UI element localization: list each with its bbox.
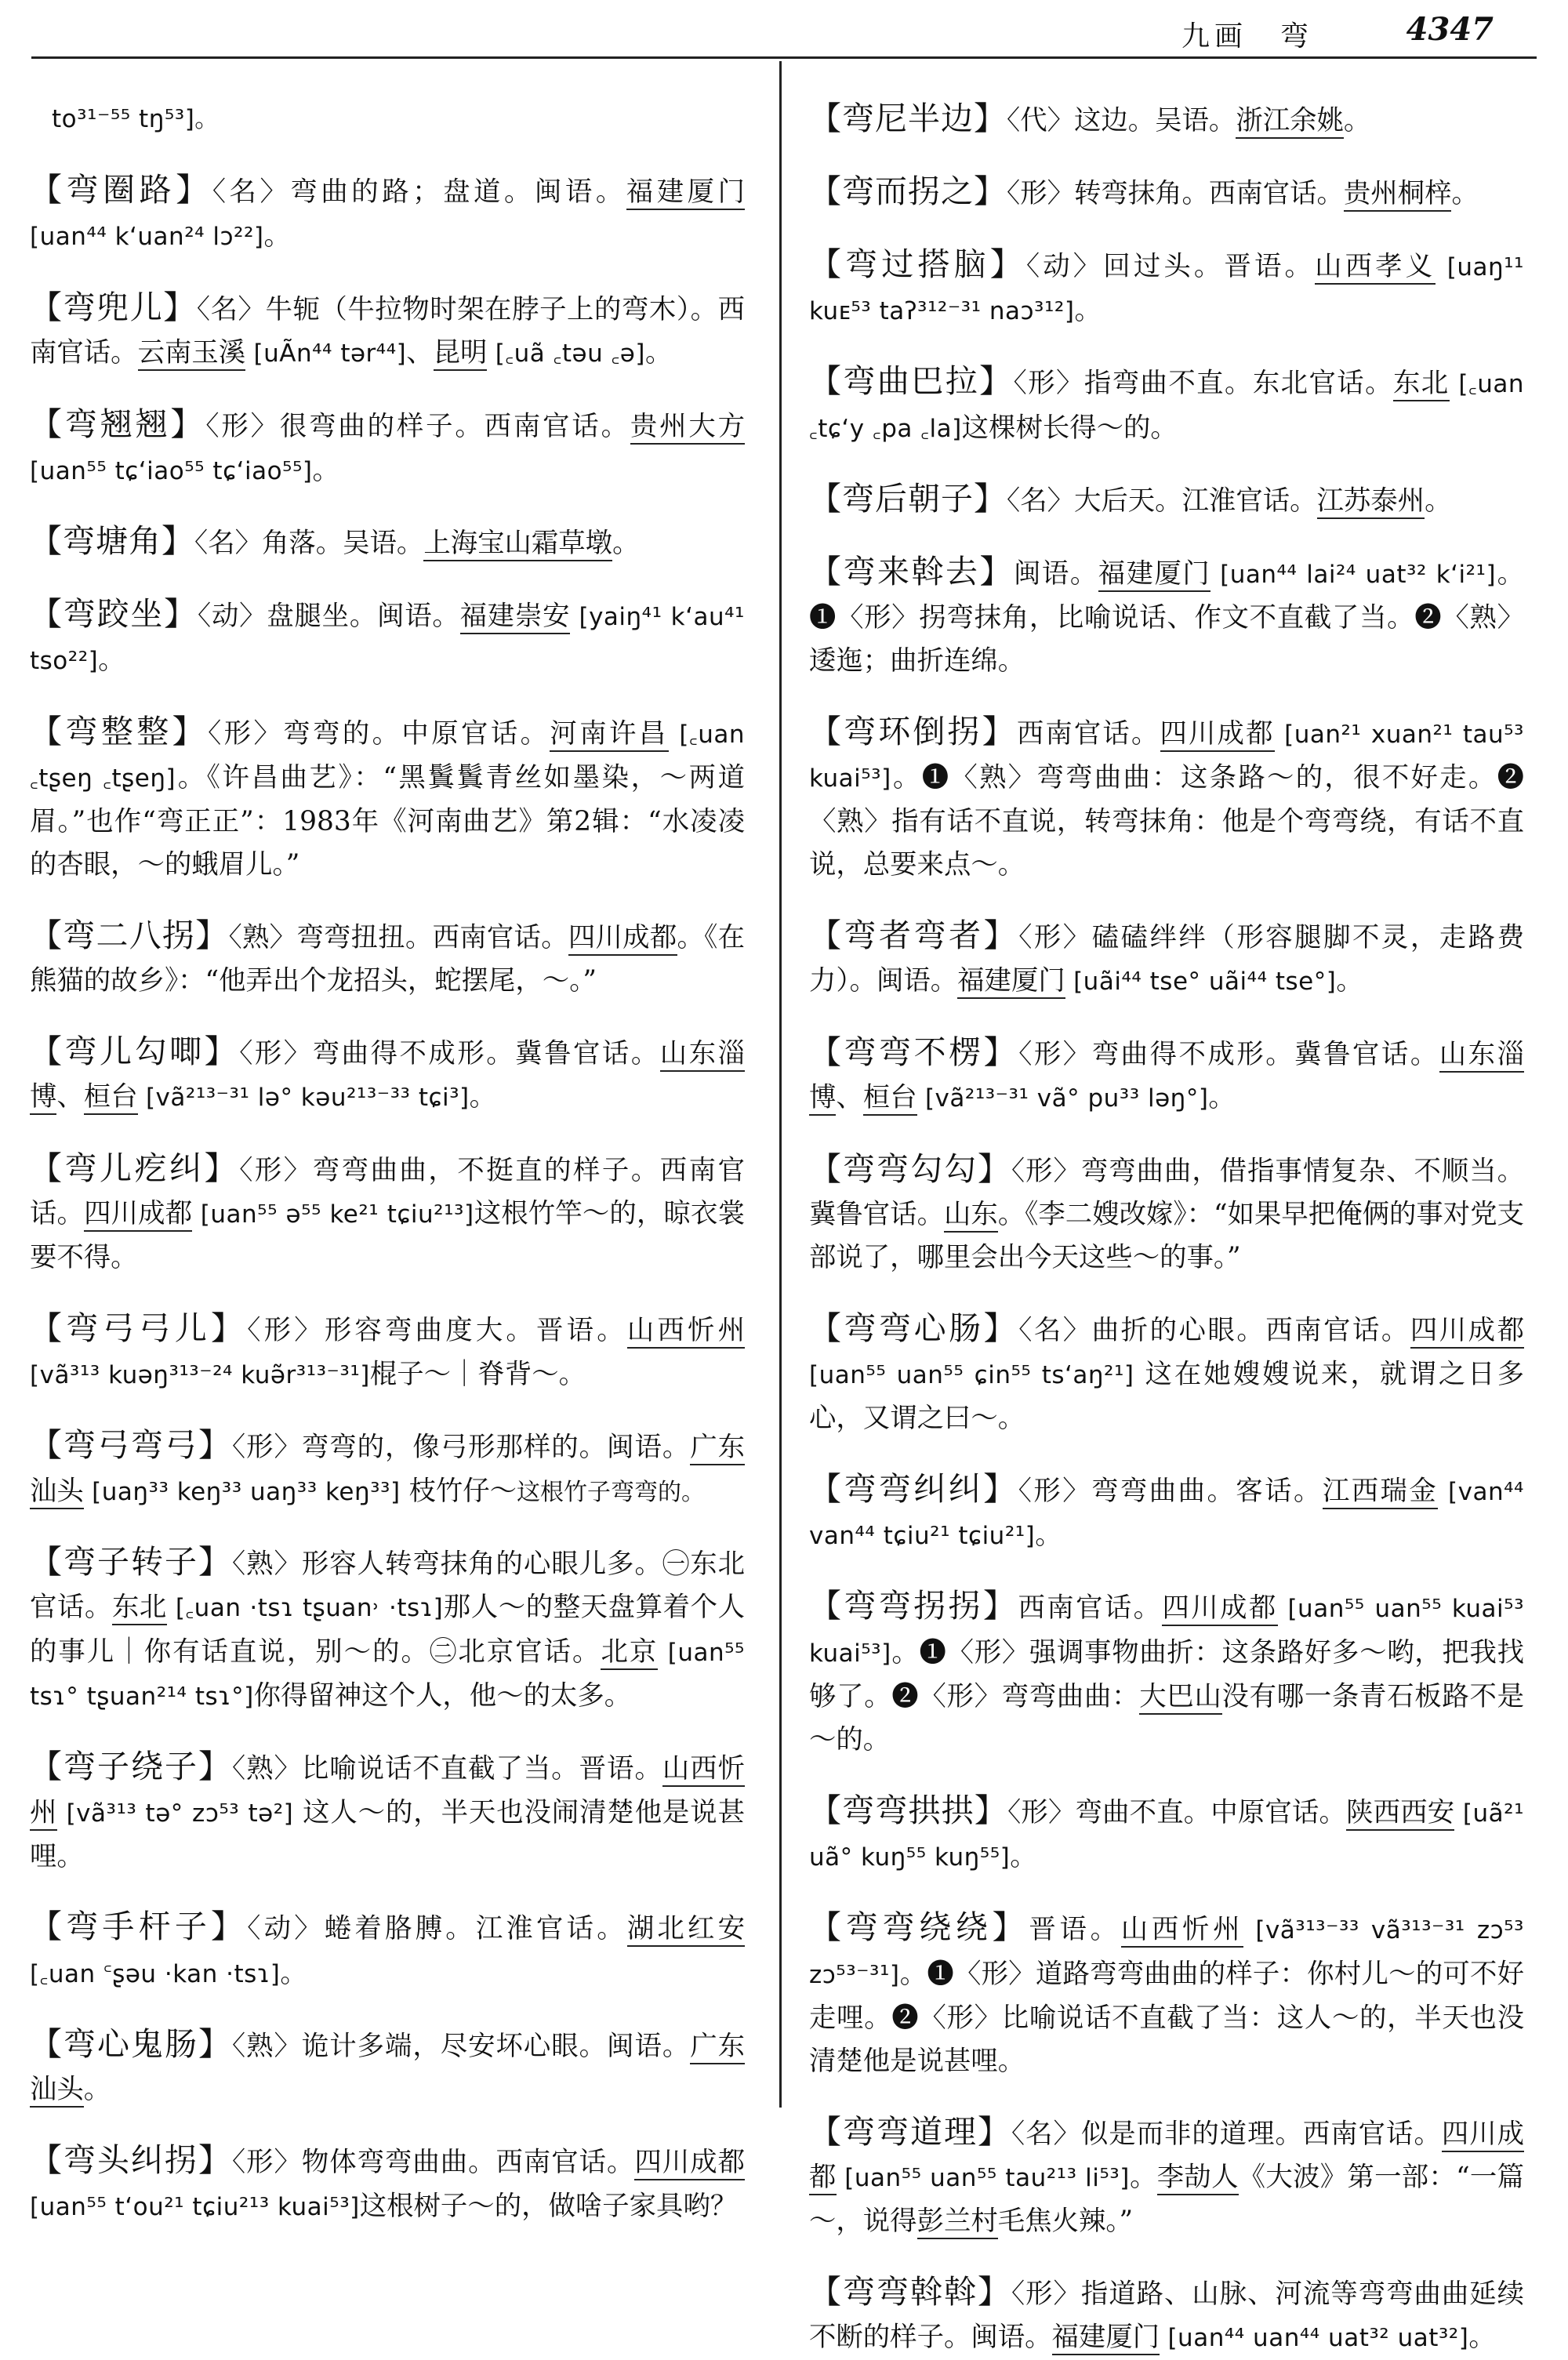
entry-text: 。 xyxy=(83,2074,111,2106)
dictionary-entry xyxy=(809,477,1524,523)
dictionary-entry xyxy=(30,914,745,1003)
place-name: 山东 xyxy=(944,1199,998,1233)
phonetic-transcription: [vã²¹³⁻³¹ lə° kəu²¹³⁻³³ tɕi³] xyxy=(137,1083,470,1112)
phonetic-transcription: [uan⁴⁴ uan⁴⁴ uat³² uat³²] xyxy=(1160,2323,1469,2352)
dictionary-entry xyxy=(30,403,745,493)
entry-text: 〈熟〉形容人转弯抹角的心眼儿多。㊀东北官话。 xyxy=(30,1549,746,1624)
entry-text: 〈熟〉诡计多端，尽安坏心眼。闽语。 xyxy=(231,2031,691,2063)
place-name: 贵州桐梓 xyxy=(1344,178,1452,212)
dictionary-entry xyxy=(809,360,1524,450)
phonetic-transcription: [꜀uan ꜀tɕʻy ꜀pa ꜀la] xyxy=(809,370,1524,443)
place-name: 山东淄博 xyxy=(30,1038,745,1115)
place-name: 四川成都 xyxy=(1162,1592,1277,1626)
entry-text: 〈形〉弯弯曲曲。客话。 xyxy=(1018,1475,1323,1507)
place-name: 贵州大方 xyxy=(630,411,745,445)
entry-headword: 【弯后朝子】 xyxy=(809,480,1007,518)
phonetic-transcription: [yaiŋ⁴¹ kʻau⁴¹ tso²²] xyxy=(30,602,745,676)
entry-headword: 【弯弯拐拐】 xyxy=(809,1587,1018,1625)
place-name: 云南玉溪 xyxy=(138,337,246,371)
dictionary-entry xyxy=(30,1147,745,1280)
phonetic-transcription: [꜀uã ꜀təu ꜀ə] xyxy=(487,339,645,368)
dictionary-entry xyxy=(809,550,1524,684)
dictionary-entry xyxy=(809,97,1524,143)
entry-text: 毛焦火辣。” xyxy=(997,2205,1134,2237)
place-name: 大巴山 xyxy=(1139,1681,1221,1715)
dictionary-entry xyxy=(809,2271,1524,2360)
page-number: 4347 xyxy=(1406,11,1494,48)
entry-text: 。 xyxy=(1425,485,1452,517)
entry-headword: 【弯子转子】 xyxy=(30,1543,232,1581)
entry-text: 。 xyxy=(1074,294,1102,326)
dictionary-entry xyxy=(30,593,745,683)
entry-headword: 【弯而拐之】 xyxy=(809,172,1007,210)
entry-headword: 【弯子绕子】 xyxy=(30,1748,232,1786)
entry-text: 。 xyxy=(1010,1840,1037,1872)
entry-text: 。 xyxy=(280,1957,307,1989)
place-name: 福建厦门 xyxy=(1052,2322,1160,2355)
place-name: 四川成都 xyxy=(809,2119,1524,2195)
phonetic-transcription: [vã²¹³⁻³¹ vã° pu³³ ləŋ°] xyxy=(916,1084,1209,1113)
entry-text: 、 xyxy=(406,336,434,369)
dictionary-entry xyxy=(30,286,745,376)
gloss-note: 这根竹子弯弯的。 xyxy=(517,1478,706,1506)
place-name: 北京 xyxy=(601,1636,658,1670)
entry-headword: 【弯翘翘】 xyxy=(30,405,206,443)
entry-text: 棍子～｜脊背～。 xyxy=(369,1358,586,1390)
entry-headword: 【弯弯纠纠】 xyxy=(809,1469,1018,1508)
dictionary-entry xyxy=(30,520,745,565)
entry-text: 。 xyxy=(1451,177,1479,209)
phonetic-transcription: [vã³¹³ tə° zɔ⁵³ tə²] xyxy=(57,1799,294,1828)
column-divider xyxy=(779,61,782,2108)
place-name: 浙江余姚 xyxy=(1236,105,1344,139)
entry-text: 〈形〉指道路、山脉、河流等弯弯曲曲延续不断的样子。闽语。 xyxy=(809,2278,1525,2353)
entry-text: 〈名〉弯曲的路；盘道。闽语。 xyxy=(212,176,626,208)
dictionary-entry xyxy=(30,1745,745,1879)
place-name: 福建厦门 xyxy=(626,176,745,210)
entry-headword: 【弯儿疙纠】 xyxy=(30,1149,240,1187)
entry-headword: 【弯曲巴拉】 xyxy=(809,362,1014,401)
entry-headword: 【弯弯不楞】 xyxy=(809,1033,1019,1071)
entry-text: 闽语。 xyxy=(1014,557,1098,590)
entry-text: 。 xyxy=(263,220,291,252)
dictionary-entry xyxy=(30,1307,745,1397)
entry-headword: 【弯者弯者】 xyxy=(809,916,1019,954)
phonetic-transcription: to³¹⁻⁵⁵ tŋ⁵³]。 xyxy=(52,105,220,134)
phonetic-transcription: [꜀uan ·tsɿ tʂuan˒ ·tsɿ] xyxy=(166,1594,444,1623)
dictionary-entry xyxy=(30,169,745,259)
entry-headword: 【弯尼半边】 xyxy=(809,100,1007,138)
entry-text: 〈形〉磕磕绊绊（形容腿脚不灵，走路费力）。闽语。 xyxy=(809,921,1524,997)
entry-text: 。《在熊猫的故乡》：“他弄出个龙招头，蛇摆尾，～。” xyxy=(30,921,745,997)
dictionary-entry xyxy=(30,2023,745,2111)
dictionary-entry xyxy=(809,914,1524,1004)
entry-headword: 【弯弓弓儿】 xyxy=(30,1309,248,1347)
entry-text: 。 xyxy=(312,454,339,486)
entry-text: 。《许昌曲艺》：“黑鬒鬒青丝如墨染，～两道眉。”也作“弯正正”：1983年《河南曲艺》第2辑：“水凌凌的杏眼，～的蛾眉儿。” xyxy=(30,761,746,881)
entry-text: 。 xyxy=(1343,105,1371,137)
dictionary-entry xyxy=(809,1789,1524,1879)
place-name: 东北 xyxy=(1393,368,1450,401)
place-name: 山东淄博 xyxy=(809,1039,1524,1116)
place-name: 四川成都 xyxy=(84,1198,192,1232)
entry-text: 。 xyxy=(644,336,673,369)
place-name: 昆明 xyxy=(434,337,488,371)
entry-headword: 【弯弯心肠】 xyxy=(809,1309,1019,1347)
entry-text: 〈名〉似是而非的道理。西南官话。 xyxy=(1011,2118,1442,2150)
entry-text: 没有哪一条青石板路不是～的。 xyxy=(809,1680,1524,1755)
dictionary-entry xyxy=(809,2111,1524,2244)
entry-text: 〈代〉这边。吴语。 xyxy=(1007,105,1236,137)
entry-text: 。 xyxy=(469,1080,497,1113)
entry-headword: 【弯弯绕绕】 xyxy=(809,1908,1029,1947)
phonetic-transcription: [uan⁵⁵ tʻou²¹ tɕiu²¹³ kuai⁵³] xyxy=(30,2193,360,2222)
dictionary-entry xyxy=(809,243,1524,333)
entry-headword: 【弯头纠拐】 xyxy=(30,2140,232,2179)
entry-headword: 【弯弯道理】 xyxy=(809,2112,1011,2151)
place-name: 福建崇安 xyxy=(460,601,571,634)
phonetic-transcription: [uan⁴⁴ lai²⁴ uat³² kʻi²¹] xyxy=(1210,560,1497,589)
entry-text: 、 xyxy=(56,1080,84,1113)
place-name: 广东汕头 xyxy=(30,1432,745,1509)
entry-headword: 【弯来斡去】 xyxy=(809,552,1014,590)
entry-text: 枝竹仔～ xyxy=(400,1475,517,1507)
entry-text: 。 xyxy=(1129,2161,1157,2193)
place-name: 东北 xyxy=(112,1592,167,1625)
phonetic-transcription: [uaŋ³³ keŋ³³ uaŋ³³ keŋ³³] xyxy=(83,1477,401,1506)
phonetic-transcription: [꜀uan ꜀tʂeŋ ꜀tʂeŋ] xyxy=(30,720,745,793)
dictionary-entry xyxy=(30,2139,745,2229)
dictionary-entry xyxy=(809,1906,1524,2083)
place-name: 李劼人 xyxy=(1157,2162,1239,2195)
entry-headword: 【弯弯斡斡】 xyxy=(809,2272,1011,2311)
entry-headword: 【弯圈路】 xyxy=(30,170,212,209)
entry-text: 〈形〉指弯曲不直。东北官话。 xyxy=(1013,368,1393,400)
dictionary-entry xyxy=(30,97,745,141)
place-name: 湖北红安 xyxy=(627,1913,745,1947)
phonetic-transcription: [uan⁵⁵ ə⁵⁵ ke²¹ tɕiu²¹³] xyxy=(192,1200,474,1229)
dictionary-entry xyxy=(809,1307,1524,1441)
entry-headword: 【弯跤坐】 xyxy=(30,594,198,633)
place-name: 山西忻州 xyxy=(627,1315,745,1349)
entry-text: 。 xyxy=(1468,2321,1496,2353)
place-name: 彭兰村 xyxy=(917,2206,998,2239)
place-name: 江苏泰州 xyxy=(1317,485,1425,519)
page-header xyxy=(31,0,1537,59)
section-label: 九画 弯 xyxy=(1181,20,1313,53)
place-name: 福建厦门 xyxy=(1098,558,1211,592)
entry-text: 。 xyxy=(612,528,640,560)
entry-text: 。 xyxy=(1336,965,1363,997)
entry-headword: 【弯二八拐】 xyxy=(30,916,229,954)
dictionary-entry xyxy=(809,710,1524,888)
entry-text: 那人～的整天盘算着个人的事儿｜你有话直说，别～的。㊁北京官话。 xyxy=(30,1592,745,1668)
entry-text: 〈名〉角落。吴语。 xyxy=(194,528,424,560)
entry-text: 〈动〉回过头。晋语。 xyxy=(1025,250,1316,282)
dictionary-entry xyxy=(809,1468,1524,1558)
entry-text: 你得留神这个人，他～的太多。 xyxy=(253,1679,632,1712)
entry-text: 〈形〉转弯抹角。西南官话。 xyxy=(1007,177,1344,209)
left-column xyxy=(30,71,746,2223)
place-name: 广东汕头 xyxy=(30,2031,745,2108)
place-name: 四川成都 xyxy=(1410,1315,1524,1349)
entry-headword: 【弯弯勾勾】 xyxy=(809,1149,1011,1188)
entry-headword: 【弯儿勾唧】 xyxy=(30,1032,240,1070)
entry-text: 〈形〉物体弯弯曲曲。西南官话。 xyxy=(231,2146,635,2178)
entry-text: 〈形〉弯曲得不成形。冀鲁官话。 xyxy=(239,1037,660,1069)
entry-text: 西南官话。 xyxy=(1016,717,1160,750)
place-name: 山西忻州 xyxy=(30,1753,745,1830)
entry-text: 〈动〉盘腿坐。闽语。 xyxy=(197,600,460,632)
phonetic-transcription: [vã³¹³ kuəŋ³¹³⁻²⁴ kuə̃r³¹³⁻³¹] xyxy=(30,1360,370,1389)
phonetic-transcription: [van⁴⁴ van⁴⁴ tɕiu²¹ tɕiu²¹] xyxy=(809,1477,1524,1550)
right-column xyxy=(809,71,1525,2353)
entry-text: 。❶〈熟〉弯弯曲曲：这条路～的，很不好走。❷〈熟〉指有话不直说，转弯抹角：他是个弯弯绕，有话不直说，总要来点～。 xyxy=(809,761,1524,881)
entry-headword: 【弯心鬼肠】 xyxy=(30,2025,232,2064)
entry-text: 〈名〉曲折的心眼。西南官话。 xyxy=(1018,1314,1410,1346)
phonetic-transcription: [uãi⁴⁴ tse° uãi⁴⁴ tse°] xyxy=(1065,968,1337,997)
entry-text: 。❶〈形〉强调事物曲折：这条路好多～哟，把我找够了。❷〈形〉弯弯曲曲： xyxy=(809,1636,1524,1712)
entry-text: 晋语。 xyxy=(1029,1914,1121,1946)
dictionary-entry xyxy=(809,1585,1524,1762)
entry-headword: 【弯环倒拐】 xyxy=(809,712,1017,750)
phonetic-transcription: [uaŋ¹¹ kuᴇ⁵³ taʔ³¹²⁻³¹ naɔ³¹²] xyxy=(809,252,1524,325)
entry-text: 。 xyxy=(1208,1081,1236,1113)
entry-text: 〈形〉弯曲得不成形。冀鲁官话。 xyxy=(1018,1038,1439,1070)
entry-headword: 【弯兜儿】 xyxy=(30,288,197,326)
entry-headword: 【弯整整】 xyxy=(30,712,209,750)
phonetic-transcription: [꜀uan ꜂ʂəu ·kan ·tsɿ] xyxy=(30,1959,281,1988)
entry-text: 《大波》第一部：“一篇～，说得 xyxy=(809,2161,1524,2237)
entry-text: 〈形〉弯弯的。中原官话。 xyxy=(208,717,550,750)
place-name: 桓台 xyxy=(84,1081,138,1115)
place-name: 山西忻州 xyxy=(1121,1914,1244,1948)
phonetic-transcription: [uÃn⁴⁴ tər⁴⁴] xyxy=(245,339,407,368)
entry-headword: 【弯弯拱拱】 xyxy=(809,1791,1008,1829)
entry-text: 〈形〉弯弯曲曲，不挺直的样子。西南官话。 xyxy=(30,1154,745,1229)
entry-headword: 【弯过搭脑】 xyxy=(809,245,1026,283)
entry-text: 。❶〈形〉拐弯抹角，比喻说话、作文不直截了当。❷〈熟〉逶迤；曲折连绵。 xyxy=(809,557,1524,677)
entry-text: 西南官话。 xyxy=(1018,1592,1163,1625)
entry-text: 〈熟〉弯弯扭扭。西南官话。 xyxy=(228,921,568,953)
entry-text: 这根树子～的，做啥子家具哟？ xyxy=(359,2191,738,2223)
dictionary-entry xyxy=(30,1424,745,1513)
dictionary-entry xyxy=(30,1030,745,1120)
entry-text: 〈形〉形容弯曲度大。晋语。 xyxy=(247,1314,627,1346)
entry-text: 〈动〉蜷着胳膊。江淮官话。 xyxy=(247,1913,627,1945)
entry-text: 、 xyxy=(836,1081,863,1113)
entry-text: 〈熟〉比喻说话不直截了当。晋语。 xyxy=(231,1753,662,1785)
entry-headword: 【弯塘角】 xyxy=(30,522,194,561)
place-name: 上海宝山霜草墩 xyxy=(423,528,612,561)
place-name: 福建厦门 xyxy=(957,965,1065,999)
entry-text: 〈名〉牛轭（牛拉物时架在脖子上的弯木）。西南官话。 xyxy=(30,293,745,369)
dictionary-entry xyxy=(809,1148,1524,1280)
entry-headword: 【弯手杆子】 xyxy=(30,1908,248,1946)
phonetic-transcription: [vã³¹³⁻³³ vã³¹³⁻³¹ zɔ⁵³ zɔ⁵³⁻³¹] xyxy=(809,1916,1524,1989)
place-name: 山西孝义 xyxy=(1315,251,1436,285)
entry-text: 。❶〈形〉道路弯弯曲曲的样子：你村儿～的可不好走哩。❷〈形〉比喻说话不直截了当：这人～的，半天也没清楚他是说甚哩。 xyxy=(809,1958,1524,2077)
place-name: 陕西西安 xyxy=(1346,1797,1454,1831)
phonetic-transcription: [uã²¹ uã° kuŋ⁵⁵ kuŋ⁵⁵] xyxy=(809,1799,1524,1872)
place-name: 桓台 xyxy=(863,1082,917,1116)
entry-text: 这根竹竿～的，晾衣裳要不得。 xyxy=(30,1197,745,1273)
entry-text: 这人～的，半天也没闹清楚他是说甚哩。 xyxy=(30,1796,746,1872)
place-name: 河南许昌 xyxy=(550,718,668,752)
phonetic-transcription: [uan⁵⁵ uan⁵⁵ kuai⁵³ kuai⁵³] xyxy=(809,1595,1524,1668)
dictionary-entry xyxy=(30,1905,745,1995)
phonetic-transcription: [uan²¹ xuan²¹ tau⁵³ kuai⁵³] xyxy=(809,720,1524,793)
entry-text: 〈形〉弯弯的，像弓形那样的。闽语。 xyxy=(231,1432,691,1464)
place-name: 江西瑞金 xyxy=(1323,1476,1438,1509)
entry-text: 这在她嫂嫂说来，就谓之日多心，又谓之曰～。 xyxy=(809,1358,1525,1434)
place-name: 四川成都 xyxy=(1160,718,1275,752)
dictionary-entry xyxy=(809,170,1524,216)
dictionary-entry xyxy=(30,1541,745,1719)
dictionary-entry xyxy=(809,1031,1524,1120)
entry-text: 〈形〉很弯曲的样子。西南官话。 xyxy=(205,410,630,442)
phonetic-transcription: [uan⁵⁵ uan⁵⁵ tau²¹³ li⁵³] xyxy=(836,2163,1130,2192)
entry-text: 〈名〉大后天。江淮官话。 xyxy=(1007,485,1317,517)
phonetic-transcription: [uan⁴⁴ kʻuan²⁴ lɔ²²] xyxy=(30,223,264,252)
entry-text: 。 xyxy=(98,644,125,677)
entry-text: 。 xyxy=(1035,1519,1062,1551)
phonetic-transcription: [uan⁵⁵ tɕʻiao⁵⁵ tɕʻiao⁵⁵] xyxy=(30,456,313,485)
entry-text: 。《李二嫂改嫁》：“如果早把俺俩的事对党支部说了，哪里会出今天这些～的事。” xyxy=(809,1198,1524,1273)
entry-text: 〈形〉弯曲不直。中原官话。 xyxy=(1007,1796,1347,1828)
entry-text: 这棵树长得～的。 xyxy=(961,412,1178,444)
dictionary-entry xyxy=(30,710,745,888)
place-name: 四川成都 xyxy=(568,922,677,956)
entry-text: 〈形〉弯弯曲曲，借指事情复杂、不顺当。冀鲁官话。 xyxy=(809,1155,1525,1230)
place-name: 四川成都 xyxy=(634,2147,745,2180)
phonetic-transcription: [uan⁵⁵ tsɿ° tʂuan²¹⁴ tsɿ°] xyxy=(30,1638,745,1711)
entry-headword: 【弯弓弯弓】 xyxy=(30,1426,232,1465)
phonetic-transcription: [uan⁵⁵ uan⁵⁵ ɕin⁵⁵ tsʻaŋ²¹] xyxy=(809,1360,1134,1389)
